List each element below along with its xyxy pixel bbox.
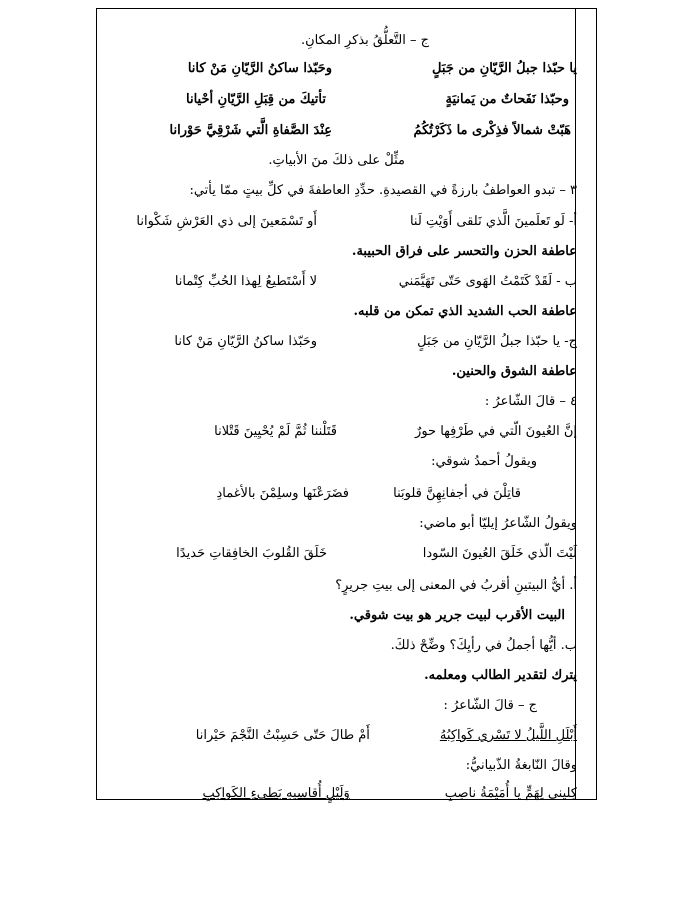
text-line: ج – التَّعلُّقُ بذكرِ المكانِ. (300, 33, 429, 48)
verse-first-hemistich: هَبّتْ شمالاً فذِكْرى ما ذَكَرْتُكُمُ (413, 123, 571, 138)
table-frame (96, 8, 597, 800)
verse-second-hemistich: قَتَلْننا ثُمَّ لَمْ يُحْيِينَ قَتْلانا (214, 424, 337, 439)
text-line: ج – قالَ الشّاعرُ : (443, 698, 537, 713)
answer-line: البيت الأقرب لبيت جرير هو بيت شوقي. (349, 608, 565, 623)
verse (107, 332, 577, 352)
verse-gap (370, 726, 440, 746)
verse-second-hemistich: أَو تَسْمَعينَ إلى ذي العَرْشِ شَكْوانا (136, 214, 317, 229)
verse-second-hemistich: وحَبّذا ساكنُ الرَّيّانِ مَنْ كانا (174, 334, 317, 349)
sub-question: أ. أيُّ البيتينِ أقربُ في المعنى إلى بيتِ جريرٍ؟ (335, 578, 577, 593)
question-heading: ٤ – قالَ الشّاعرُ : (484, 394, 577, 409)
main-column (97, 9, 577, 799)
answer-line: يترك لتقدير الطالب ومعلمه. (424, 668, 577, 683)
verse-first-hemistich: إنَّ العُيونَ الّتي في طَرْفِها حورٌ (415, 424, 577, 439)
verse-first-hemistich: أ- لَو تَعلَمينَ الَّذي نَلقى أَوَيْتِ لَنا (409, 214, 577, 229)
verse-second-hemistich: خَلَقَ القُلوبَ الخافِقاتِ حَديدًا (176, 546, 327, 561)
verse (107, 726, 577, 746)
verse (107, 272, 577, 292)
answer-line: عاطفة الشوق والحنين. (451, 364, 577, 379)
question-heading: ٣ – تبدو العواطفُ بارزةً في القصيدةِ. حدِّدِ العاطفةَ في كلِّ بيتٍ ممّا يأتي: (189, 183, 577, 198)
text-line: ويقولُ الشّاعرُ إيليّا أبو ماضي: (419, 516, 577, 531)
verse-second-hemistich: أَمْ طالَ حَتّى حَسِبْتُ النَّجْمَ حَيْرانا (195, 728, 370, 743)
verse-first-hemistich: وحبّذا نَفَحاتٌ من يَمانيَةٍ (445, 92, 569, 107)
text-line: مثِّلْ على ذلكَ منَ الأبياتِ. (268, 153, 405, 168)
text-line: وقالَ النّابغةُ الذّبيانيُّ: (465, 758, 577, 773)
verse-first-hemistich: يا حبّذا جبلُ الرَّيّانِ من جَبَلٍ (432, 61, 577, 76)
verse-first-hemistich: ج- يا حبّذا جبلُ الرَّيّانِ من جَبَلٍ (417, 334, 577, 349)
verse-second-hemistich: وحَبّذا ساكنُ الرَّيّانِ مَنْ كانا (187, 61, 332, 76)
verse (107, 784, 577, 804)
verse-second-hemistich: لا أَسْتَطيعُ لِهذا الحُبِّ كِتْمانا (174, 274, 317, 289)
verse-second-hemistich: فضَرَعْنَها وسلِمْنَ بالأغمادِ (216, 486, 349, 501)
verse (107, 121, 577, 141)
verse-second-hemistich: تأتيكَ من قِبَلِ الرَّيّانِ أحْيانا (185, 92, 326, 107)
verse-second-hemistich: عِنْدَ الصَّفاةِ الَّتي شَرْقِيَّ حَوْرانا (169, 123, 332, 138)
side-column (575, 9, 596, 799)
verse-gap (350, 784, 445, 804)
text-line: ويقولُ أحمدُ شوقي: (431, 454, 537, 469)
sub-question: ب. أيُّها أجملُ في رأيِكَ؟ وضِّحْ ذلكَ. (390, 638, 577, 653)
verse-first-hemistich: أَبْلَلِ اللَّيلُ لا تَسْري كَواكِبُهُ (439, 728, 577, 743)
verse (107, 90, 577, 110)
verse (107, 422, 577, 442)
verse (107, 544, 577, 564)
verse (107, 212, 577, 232)
verse (107, 59, 577, 79)
verse-first-hemistich: كِليني لِهَمٍّ يا أُمَيْمَةُ ناصِبِ (444, 786, 577, 801)
verse-first-hemistich: ب - لَقَدْ كَتَمْتُ الهَوى حَتّى تَهَيَّمَني (398, 274, 577, 289)
verse (107, 484, 577, 504)
answer-line: عاطفة الحزن والتحسر على فراق الحبيبة. (351, 244, 577, 259)
verse-second-hemistich: وَلَيْلٍ أُقاسيهِ بَطيءِ الكَواكِبِ (202, 786, 350, 801)
answer-line: عاطفة الحب الشديد الذي تمكن من قلبه. (353, 304, 577, 319)
verse-first-hemistich: لَيْتَ الّذي خَلَقَ العُيونَ السّودا (422, 546, 577, 561)
verse-first-hemistich: قاتِلْنَ في أجفانِهِنَّ قلوبَنا (393, 486, 521, 501)
